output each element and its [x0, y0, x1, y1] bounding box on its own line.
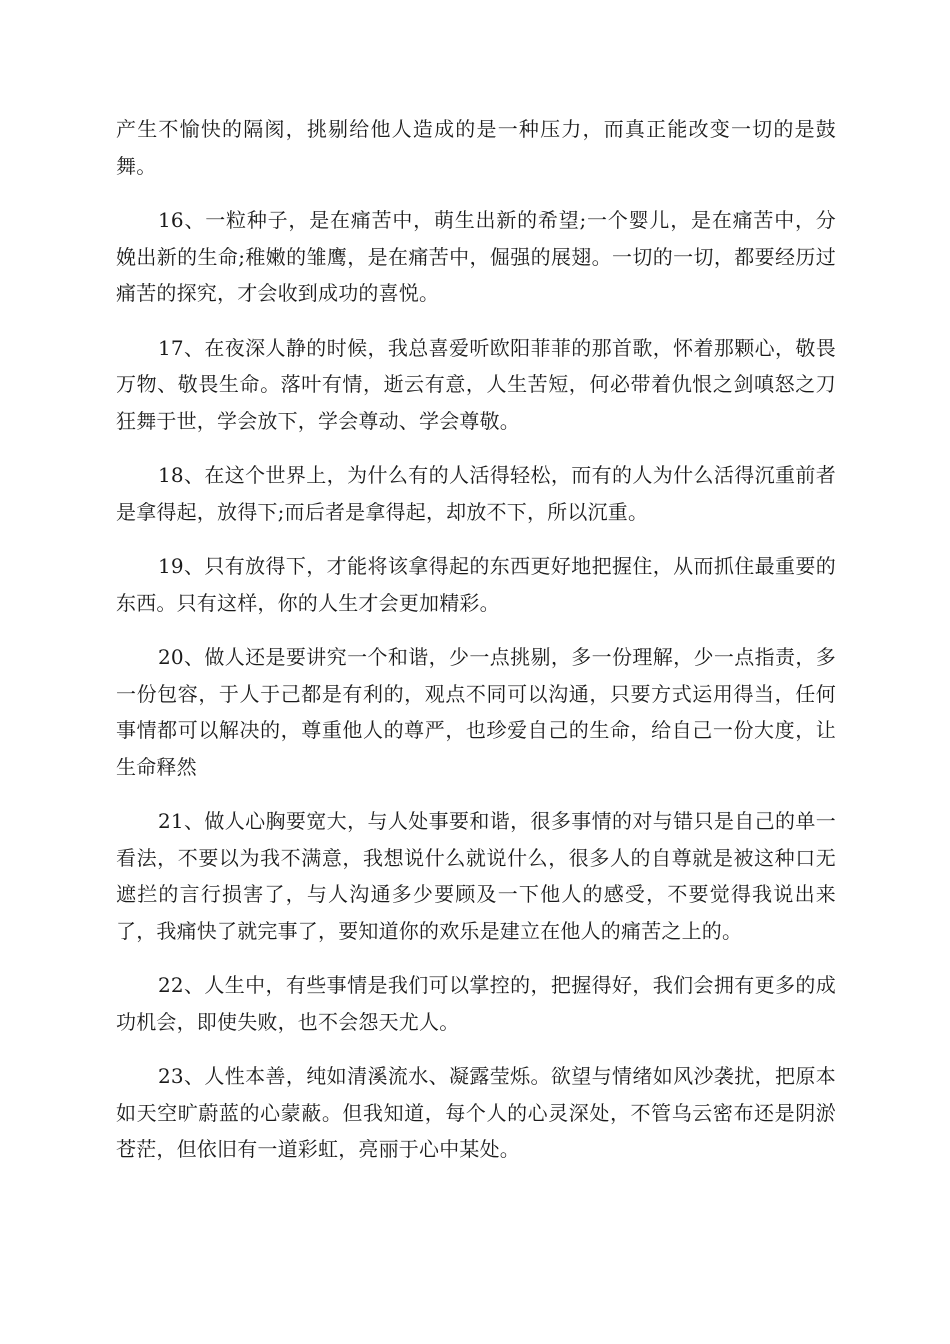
paragraph-18: 18、在这个世界上，为什么有的人活得轻松，而有的人为什么活得沉重前者是拿得起，放得下;而后者是拿得起，却放不下，所以沉重。 [116, 463, 836, 524]
paragraph-21: 21、做人心胸要宽大，与人处事要和谐，很多事情的对与错只是自己的单一看法，不要以为我不满意，我想说什么就说什么，很多人的自尊就是被这种口无遮拦的言行损害了，与人沟通多少要顾及一下他人的感受，不要觉得我说出来了，我痛快了就完事了，要知道你的欢乐是建立在他人的痛苦之上的。 [116, 809, 836, 943]
document-body [116, 111, 836, 1186]
paragraph-23: 23、人性本善，纯如清溪流水、凝露莹烁。欲望与情绪如风沙袭扰，把原本如天空旷蔚蓝的心蒙蔽。但我知道，每个人的心灵深处，不管乌云密布还是阴淤苍茫，但依旧有一道彩虹，亮丽于心中某处。 [116, 1064, 836, 1161]
paragraph-17: 17、在夜深人静的时候，我总喜爱听欧阳菲菲的那首歌，怀着那颗心，敬畏万物、敬畏生命。落叶有情，逝云有意，人生苦短，何必带着仇恨之剑嗔怒之刀狂舞于世，学会放下，学会尊动、学会尊敬。 [116, 335, 836, 433]
paragraph-22: 22、人生中，有些事情是我们可以掌控的，把握得好，我们会拥有更多的成功机会，即使失败，也不会怨天尤人。 [116, 973, 836, 1034]
paragraph-20: 20、做人还是要讲究一个和谐，少一点挑剔，多一份理解，少一点指责，多一份包容，于人于己都是有利的，观点不同可以沟通，只要方式运用得当，任何事情都可以解决的，尊重他人的尊严，也珍爱自己的生命，给自己一份大度，让生命释然 [116, 645, 836, 779]
paragraph-continuation: 产生不愉快的隔阂，挑剔给他人造成的是一种压力，而真正能改变一切的是鼓舞。 [116, 117, 836, 178]
paragraph-19: 19、只有放得下，才能将该拿得起的东西更好地把握住，从而抓住最重要的东西。只有这样，你的人生才会更加精彩。 [116, 554, 836, 615]
paragraph-16: 16、一粒种子，是在痛苦中，萌生出新的希望;一个婴儿，是在痛苦中，分娩出新的生命;稚嫩的雏鹰，是在痛苦中，倔强的展翅。一切的一切，都要经历过痛苦的探究，才会收到成功的喜悦。 [116, 208, 836, 305]
